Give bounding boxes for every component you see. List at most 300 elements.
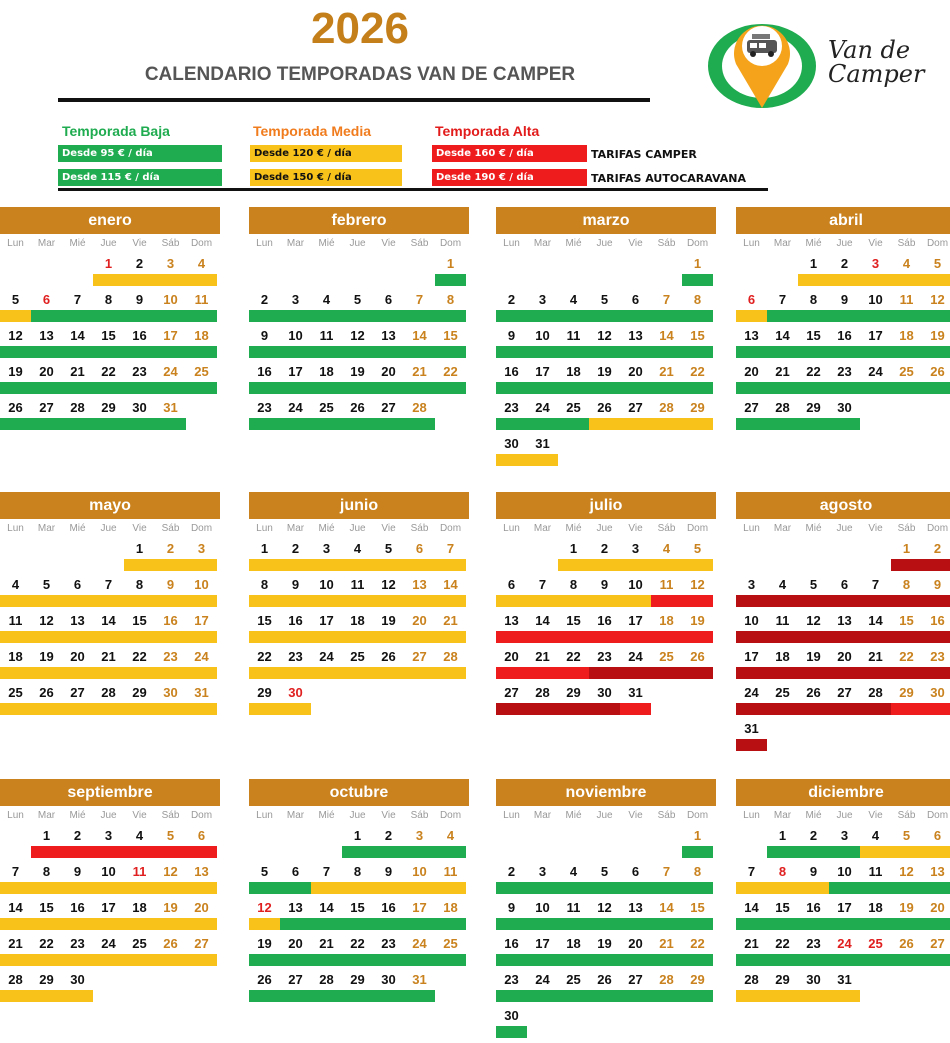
day-cell: 20: [628, 936, 643, 951]
season-bar: [0, 631, 217, 643]
day-cell: 28: [70, 400, 85, 415]
week-row: [736, 254, 950, 290]
legend-divider: [58, 188, 768, 191]
day-cell: 31: [837, 972, 852, 987]
day-cell: 18: [775, 649, 790, 664]
weekday-label: Dom: [190, 523, 213, 534]
week-row: [736, 826, 950, 862]
day-cell: 21: [868, 649, 883, 664]
season-bar: [249, 595, 466, 607]
day-cell: 19: [39, 649, 54, 664]
day-cell: 26: [597, 972, 612, 987]
day-cell: 18: [194, 328, 209, 343]
day-cell: 28: [8, 972, 23, 987]
weekday-label: Mar: [773, 238, 792, 249]
day-cell: 12: [350, 328, 365, 343]
day-cell: 28: [744, 972, 759, 987]
week-row: [0, 575, 220, 611]
season-bar: [496, 418, 589, 430]
season-bar: [249, 631, 466, 643]
season-bar: [736, 882, 829, 894]
day-cell: 18: [868, 900, 883, 915]
weekday-header: [249, 519, 469, 539]
day-cell: 26: [39, 685, 54, 700]
season-bar: [0, 918, 217, 930]
day-cell: 12: [8, 328, 23, 343]
week-row: [736, 611, 950, 647]
month-title: junio: [249, 492, 469, 519]
day-cell: 1: [693, 828, 702, 843]
day-cell: 8: [778, 864, 787, 879]
weekday-label: Dom: [686, 238, 709, 249]
day-cell: 17: [535, 364, 550, 379]
day-cell: 12: [806, 613, 821, 628]
day-cell: 10: [412, 864, 427, 879]
day-cell: 1: [902, 541, 911, 556]
day-cell: 4: [778, 577, 787, 592]
day-cell: 17: [412, 900, 427, 915]
weekday-label: Mié: [805, 523, 822, 534]
day-cell: 10: [194, 577, 209, 592]
day-cell: 21: [319, 936, 334, 951]
day-cell: 20: [381, 364, 396, 379]
day-cell: 1: [104, 256, 113, 271]
day-cell: 13: [194, 864, 209, 879]
day-cell: 23: [381, 936, 396, 951]
day-cell: 7: [446, 541, 455, 556]
day-cell: 1: [778, 828, 787, 843]
year-title: 2026: [311, 4, 409, 53]
season-bar: [736, 739, 767, 751]
day-cell: 12: [381, 577, 396, 592]
week-row: [496, 1006, 716, 1042]
day-cell: 27: [628, 400, 643, 415]
day-cell: 8: [104, 292, 113, 307]
day-cell: 15: [566, 613, 581, 628]
weekday-label: Sáb: [657, 810, 676, 821]
week-row: [736, 898, 950, 934]
day-cell: 5: [353, 292, 362, 307]
day-cell: 6: [42, 292, 51, 307]
day-cell: 22: [257, 649, 272, 664]
day-cell: 26: [163, 936, 178, 951]
weekday-label: Jue: [100, 238, 117, 249]
weekday-label: Mar: [773, 523, 792, 534]
week-row: [249, 290, 469, 326]
day-cell: 28: [868, 685, 883, 700]
day-cell: 3: [415, 828, 424, 843]
day-cell: 18: [8, 649, 23, 664]
weekday-label: Lun: [503, 810, 520, 821]
day-cell: 31: [628, 685, 643, 700]
day-cell: 14: [744, 900, 759, 915]
day-cell: 10: [319, 577, 334, 592]
day-cell: 5: [11, 292, 20, 307]
season-high-label: Temporada Alta: [435, 123, 540, 139]
month-title: octubre: [249, 779, 469, 806]
weekday-label: Sáb: [410, 523, 429, 534]
day-cell: 3: [291, 292, 300, 307]
week-row: [736, 647, 950, 683]
day-cell: 1: [42, 828, 51, 843]
day-cell: 3: [538, 292, 547, 307]
day-cell: 19: [350, 364, 365, 379]
day-cell: 19: [806, 649, 821, 664]
day-cell: 15: [690, 328, 705, 343]
day-cell: 15: [101, 328, 116, 343]
weekday-label: Jue: [836, 810, 853, 821]
day-cell: 1: [569, 541, 578, 556]
day-cell: 12: [690, 577, 705, 592]
day-cell: 29: [39, 972, 54, 987]
day-cell: 24: [628, 649, 643, 664]
weekday-label: Mar: [773, 810, 792, 821]
week-row: [249, 826, 469, 862]
day-cell: 3: [197, 541, 206, 556]
weekday-label: Jue: [836, 523, 853, 534]
weekday-label: Mié: [565, 238, 582, 249]
season-bar: [496, 346, 713, 358]
day-cell: 20: [504, 649, 519, 664]
day-cell: 25: [8, 685, 23, 700]
day-cell: 14: [659, 900, 674, 915]
weekday-label: Mar: [286, 238, 305, 249]
week-row: [249, 898, 469, 934]
season-bar: [435, 274, 466, 286]
season-bar: [249, 667, 466, 679]
day-cell: 28: [412, 400, 427, 415]
day-cell: 12: [899, 864, 914, 879]
day-cell: 30: [132, 400, 147, 415]
day-cell: 4: [569, 864, 578, 879]
day-cell: 31: [744, 721, 759, 736]
season-bar: [736, 631, 950, 643]
logo-text: [828, 38, 950, 86]
day-cell: 4: [902, 256, 911, 271]
weekday-header: [496, 519, 716, 539]
day-cell: 10: [535, 328, 550, 343]
day-cell: 13: [628, 900, 643, 915]
day-cell: 24: [837, 936, 852, 951]
day-cell: 7: [747, 864, 756, 879]
day-cell: 6: [384, 292, 393, 307]
weekday-label: Dom: [926, 523, 949, 534]
season-bar: [496, 382, 713, 394]
day-cell: 5: [600, 864, 609, 879]
weekday-label: Lun: [7, 238, 24, 249]
season-bar: [0, 346, 217, 358]
day-cell: 7: [662, 864, 671, 879]
week-row: [496, 970, 716, 1006]
day-cell: 10: [744, 613, 759, 628]
day-cell: 19: [597, 364, 612, 379]
day-cell: 30: [930, 685, 945, 700]
weekday-header: [736, 806, 950, 826]
season-bar: [891, 703, 950, 715]
day-cell: 9: [933, 577, 942, 592]
day-cell: 3: [631, 541, 640, 556]
day-cell: 20: [70, 649, 85, 664]
weekday-label: Mié: [805, 238, 822, 249]
day-cell: 7: [322, 864, 331, 879]
day-cell: 20: [744, 364, 759, 379]
logo-text-line2: Camper: [828, 60, 925, 88]
day-cell: 7: [538, 577, 547, 592]
season-bar: [589, 418, 713, 430]
season-bar: [249, 703, 311, 715]
weekday-label: Dom: [686, 810, 709, 821]
day-cell: 27: [628, 972, 643, 987]
day-cell: 26: [8, 400, 23, 415]
season-bar: [280, 918, 466, 930]
day-cell: 17: [744, 649, 759, 664]
weekday-label: Sáb: [410, 238, 429, 249]
weekday-label: Mié: [69, 523, 86, 534]
month-title: agosto: [736, 492, 950, 519]
day-cell: 19: [163, 900, 178, 915]
season-bar: [342, 846, 466, 858]
week-row: [249, 575, 469, 611]
day-cell: 16: [257, 364, 272, 379]
day-cell: 12: [597, 900, 612, 915]
day-cell: 8: [809, 292, 818, 307]
month-title: abril: [736, 207, 950, 234]
day-cell: 18: [566, 364, 581, 379]
season-bar: [736, 667, 950, 679]
day-cell: 8: [135, 577, 144, 592]
weekday-label: Vie: [132, 523, 147, 534]
day-cell: 23: [837, 364, 852, 379]
day-cell: 17: [288, 364, 303, 379]
weekday-header: [736, 519, 950, 539]
day-cell: 1: [446, 256, 455, 271]
season-bar: [249, 418, 435, 430]
day-cell: 23: [70, 936, 85, 951]
day-cell: 31: [535, 436, 550, 451]
day-cell: 6: [747, 292, 756, 307]
weekday-label: Jue: [349, 238, 366, 249]
day-cell: 21: [535, 649, 550, 664]
day-cell: 16: [806, 900, 821, 915]
day-cell: 22: [899, 649, 914, 664]
day-cell: 13: [39, 328, 54, 343]
day-cell: 18: [350, 613, 365, 628]
weekday-label: Jue: [596, 810, 613, 821]
day-cell: 8: [902, 577, 911, 592]
day-cell: 12: [163, 864, 178, 879]
season-bar: [31, 310, 217, 322]
day-cell: 17: [319, 613, 334, 628]
month-title: julio: [496, 492, 716, 519]
day-cell: 6: [507, 577, 516, 592]
day-cell: 9: [809, 864, 818, 879]
season-bar: [736, 418, 860, 430]
day-cell: 16: [504, 936, 519, 951]
day-cell: 23: [597, 649, 612, 664]
day-cell: 19: [597, 936, 612, 951]
day-cell: 24: [535, 400, 550, 415]
day-cell: 28: [319, 972, 334, 987]
day-cell: 7: [415, 292, 424, 307]
day-cell: 15: [899, 613, 914, 628]
day-cell: 13: [504, 613, 519, 628]
season-bar: [0, 382, 217, 394]
day-cell: 7: [73, 292, 82, 307]
day-cell: 9: [840, 292, 849, 307]
season-bar: [249, 918, 280, 930]
weekday-label: Mié: [69, 810, 86, 821]
week-row: [736, 970, 950, 1006]
day-cell: 9: [73, 864, 82, 879]
week-row: [249, 254, 469, 290]
day-cell: 4: [135, 828, 144, 843]
day-cell: 23: [288, 649, 303, 664]
day-cell: 21: [775, 364, 790, 379]
day-cell: 20: [288, 936, 303, 951]
week-row: [0, 826, 220, 862]
month-septiembre: [0, 779, 220, 1006]
title-divider: [58, 98, 650, 102]
month-title: diciembre: [736, 779, 950, 806]
day-cell: 22: [690, 364, 705, 379]
day-cell: 8: [693, 292, 702, 307]
month-title: mayo: [0, 492, 220, 519]
day-cell: 18: [319, 364, 334, 379]
day-cell: 23: [504, 400, 519, 415]
day-cell: 29: [690, 400, 705, 415]
season-bar: [767, 846, 860, 858]
day-cell: 10: [101, 864, 116, 879]
season-bar: [124, 559, 217, 571]
season-bar: [496, 667, 589, 679]
day-cell: 22: [101, 364, 116, 379]
week-row: [249, 683, 469, 719]
weekday-label: Vie: [868, 238, 883, 249]
season-bar: [0, 882, 217, 894]
weekday-label: Sáb: [897, 238, 916, 249]
rate-mid-camper: Desde 120 € / día: [250, 145, 402, 162]
day-cell: 1: [135, 541, 144, 556]
season-bar: [620, 703, 651, 715]
weekday-label: Vie: [381, 810, 396, 821]
day-cell: 11: [775, 613, 790, 628]
weekday-label: Sáb: [897, 523, 916, 534]
season-bar: [0, 310, 31, 322]
season-bar: [249, 990, 435, 1002]
season-bar: [736, 382, 950, 394]
day-cell: 10: [535, 900, 550, 915]
day-cell: 16: [163, 613, 178, 628]
day-cell: 5: [933, 256, 942, 271]
weekday-label: Mar: [533, 810, 552, 821]
day-cell: 30: [381, 972, 396, 987]
day-cell: 11: [868, 864, 883, 879]
day-cell: 1: [693, 256, 702, 271]
week-row: [249, 362, 469, 398]
day-cell: 11: [194, 292, 209, 307]
day-cell: 10: [288, 328, 303, 343]
day-cell: 16: [597, 613, 612, 628]
weekday-label: Mar: [533, 523, 552, 534]
day-cell: 11: [443, 864, 458, 879]
week-row: [496, 254, 716, 290]
weekday-header: [736, 234, 950, 254]
day-cell: 24: [163, 364, 178, 379]
day-cell: 29: [132, 685, 147, 700]
day-cell: 21: [412, 364, 427, 379]
day-cell: 27: [504, 685, 519, 700]
weekday-label: Lun: [7, 810, 24, 821]
day-cell: 2: [135, 256, 144, 271]
day-cell: 25: [443, 936, 458, 951]
day-cell: 21: [8, 936, 23, 951]
day-cell: 18: [132, 900, 147, 915]
day-cell: 1: [353, 828, 362, 843]
month-diciembre: [736, 779, 950, 1006]
week-row: [249, 862, 469, 898]
month-enero: [0, 207, 220, 434]
weekday-label: Jue: [349, 810, 366, 821]
day-cell: 23: [806, 936, 821, 951]
day-cell: 26: [597, 400, 612, 415]
day-cell: 25: [566, 400, 581, 415]
season-bar: [249, 559, 466, 571]
weekday-label: Vie: [132, 238, 147, 249]
season-bar: [311, 882, 466, 894]
day-cell: 20: [194, 900, 209, 915]
weekday-label: Mié: [565, 523, 582, 534]
day-cell: 3: [104, 828, 113, 843]
day-cell: 29: [350, 972, 365, 987]
weekday-label: Mié: [318, 523, 335, 534]
day-cell: 19: [930, 328, 945, 343]
weekday-label: Mar: [286, 810, 305, 821]
day-cell: 27: [930, 936, 945, 951]
week-row: [496, 326, 716, 362]
day-cell: 14: [8, 900, 23, 915]
day-cell: 26: [930, 364, 945, 379]
day-cell: 24: [288, 400, 303, 415]
day-cell: 4: [871, 828, 880, 843]
day-cell: 25: [132, 936, 147, 951]
day-cell: 14: [412, 328, 427, 343]
weekday-label: Sáb: [161, 238, 180, 249]
day-cell: 8: [42, 864, 51, 879]
weekday-label: Mié: [318, 238, 335, 249]
tarifa-camper-label: TARIFAS CAMPER: [591, 148, 697, 161]
day-cell: 20: [628, 364, 643, 379]
day-cell: 6: [415, 541, 424, 556]
weekday-label: Dom: [439, 238, 462, 249]
season-bar: [249, 882, 311, 894]
day-cell: 13: [70, 613, 85, 628]
day-cell: 25: [775, 685, 790, 700]
week-row: [0, 970, 220, 1006]
week-row: [496, 611, 716, 647]
calendar-subtitle: CALENDARIO TEMPORADAS VAN DE CAMPER: [144, 64, 576, 85]
season-bar: [736, 595, 950, 607]
season-mid-label: Temporada Media: [253, 123, 371, 139]
weekday-label: Dom: [439, 523, 462, 534]
day-cell: 7: [662, 292, 671, 307]
day-cell: 9: [260, 328, 269, 343]
season-bar: [496, 1026, 527, 1038]
day-cell: 2: [260, 292, 269, 307]
week-row: [496, 575, 716, 611]
day-cell: 12: [930, 292, 945, 307]
day-cell: 19: [257, 936, 272, 951]
day-cell: 13: [412, 577, 427, 592]
